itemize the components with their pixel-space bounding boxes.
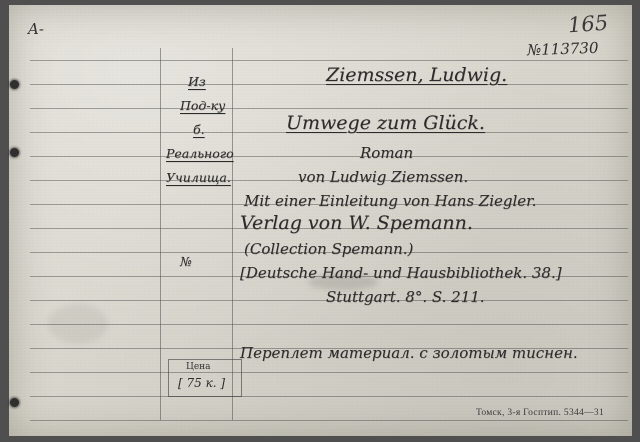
rule-line <box>30 108 628 109</box>
scan-edge-right <box>632 0 640 442</box>
entry-title: Umwege zum Glück. <box>286 112 485 134</box>
entry-byline: von Ludwig Ziemssen. <box>298 168 469 186</box>
scan-edge-left <box>0 0 9 442</box>
punch-hole <box>10 398 19 407</box>
accession-number: №113730 <box>526 38 599 60</box>
stub-label-2: б. <box>193 122 205 137</box>
corner-mark: A- <box>28 20 44 38</box>
entry-author: Ziemssen, Ludwig. <box>326 64 508 86</box>
entry-note: Переплет материал. с золотым тиснен. <box>240 344 578 362</box>
entry-collection: (Collection Spemann.) <box>244 240 414 258</box>
stub-label-4: Училища. <box>166 170 231 185</box>
footer-imprint: Томск, 3-я Госптип. 5344—31 <box>475 408 604 418</box>
scan-edge-bottom <box>0 436 640 442</box>
card-surface <box>8 4 632 436</box>
stub-label-3: Реального <box>166 146 234 161</box>
punch-hole <box>10 80 19 89</box>
price-value: [ 75 к. ] <box>178 376 226 390</box>
rule-line <box>30 372 628 373</box>
stub-label-1: Под-ку <box>180 98 226 113</box>
scan-edge-top <box>0 0 640 5</box>
price-label: Цена <box>186 362 211 372</box>
entry-place: Stuttgart. 8°. S. 211. <box>326 288 485 306</box>
entry-publisher: Verlag von W. Spemann. <box>240 212 473 234</box>
rule-line <box>30 420 628 421</box>
punch-hole <box>10 148 19 157</box>
stub-label-0: Из <box>188 74 206 89</box>
folio-number: 165 <box>567 10 609 38</box>
stub-label-5: № <box>180 254 192 269</box>
column-rule-left <box>160 48 161 420</box>
rule-line <box>30 60 628 61</box>
rule-line <box>30 324 628 325</box>
entry-series: [Deutsche Hand- und Hausbibliothek. 38.] <box>240 264 562 282</box>
entry-intro: Mit einer Einleitung von Hans Ziegler. <box>244 192 537 210</box>
rule-line <box>30 156 628 157</box>
rule-line <box>30 396 628 397</box>
entry-genre: Roman <box>360 144 414 162</box>
